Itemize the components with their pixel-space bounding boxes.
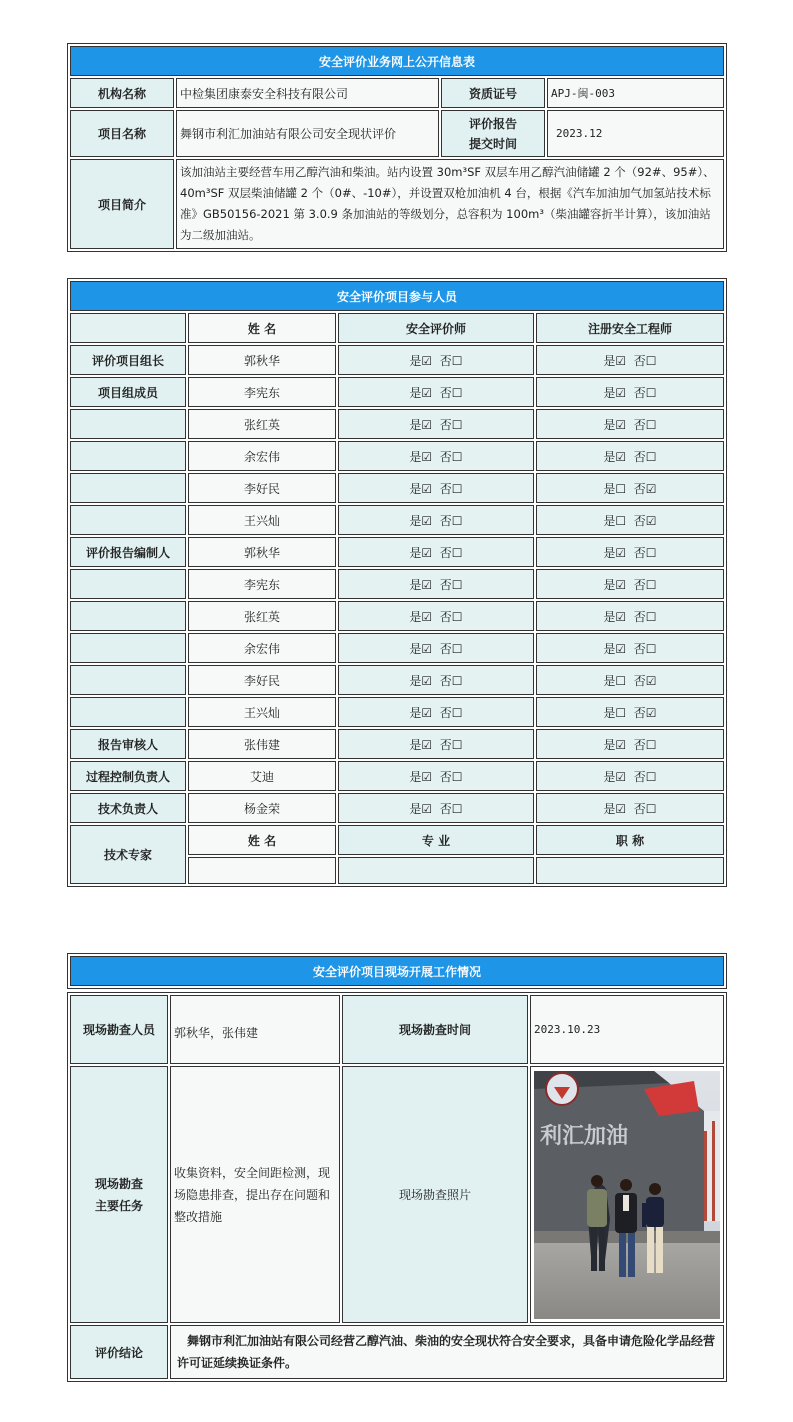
staff-name: 李宪东 bbox=[188, 569, 336, 599]
staff-evaluator-check: 是☑ 否☐ bbox=[338, 601, 534, 631]
staff-evaluator-check: 是☑ 否☐ bbox=[338, 697, 534, 727]
intro-value: 该加油站主要经营车用乙醇汽油和柴油。站内设置 30m³SF 双层车用乙醇汽油储罐 2 个（92#、95#）、40m³SF 双层柴油储罐 2 个（0#、-10#），并设置双枪加油机 4 台，根据《汽车加油加气加氢站技术标准》GB50156-2021 第 3.0.9 条加油站的等级划分，总容积为 100m³（柴油罐容折半计算），该加油站为二级加油站。 bbox=[176, 159, 724, 249]
staff-role bbox=[70, 697, 186, 727]
task-label-line1: 现场勘查 bbox=[94, 1176, 143, 1191]
staff-row bbox=[70, 665, 724, 695]
staff-role bbox=[70, 409, 186, 439]
task-label-line2: 主要任务 bbox=[94, 1198, 143, 1213]
staff-row bbox=[70, 697, 724, 727]
staff-engineer-check: 是☑ 否☐ bbox=[536, 345, 724, 375]
conclusion-value bbox=[170, 1325, 724, 1379]
staff-engineer-check: 是☑ 否☐ bbox=[536, 633, 724, 663]
info-title: 安全评价业务网上公开信息表 bbox=[70, 46, 724, 76]
staff-col-name: 姓 名 bbox=[188, 313, 336, 343]
staff-table bbox=[67, 278, 727, 887]
staff-col-engineer: 注册安全工程师 bbox=[536, 313, 724, 343]
site-title: 安全评价项目现场开展工作情况 bbox=[70, 956, 724, 986]
expert-col-title: 职 称 bbox=[536, 825, 724, 855]
staff-engineer-check: 是☐ 否☑ bbox=[536, 473, 724, 503]
site-table bbox=[67, 953, 727, 989]
staff-evaluator-check: 是☑ 否☐ bbox=[338, 505, 534, 535]
staff-role: 报告审核人 bbox=[70, 729, 186, 759]
staff-engineer-check: 是☑ 否☐ bbox=[536, 441, 724, 471]
staff-engineer-check: 是☑ 否☐ bbox=[536, 409, 724, 439]
staff-row bbox=[70, 505, 724, 535]
photo-cell bbox=[530, 1066, 724, 1323]
date-value: 2023.12 bbox=[547, 110, 724, 157]
time-value: 2023.10.23 bbox=[530, 995, 724, 1064]
staff-evaluator-check: 是☑ 否☐ bbox=[338, 473, 534, 503]
staff-header-blank bbox=[70, 313, 186, 343]
staff-evaluator-check: 是☑ 否☐ bbox=[338, 633, 534, 663]
conclusion-text: 舞钢市利汇加油站有限公司经营乙醇汽油、柴油的安全现状符合安全要求，具备申请危险化学品经营许可证延续换证条件。 bbox=[177, 1334, 716, 1370]
staff-engineer-check: 是☑ 否☐ bbox=[536, 793, 724, 823]
staff-evaluator-check: 是☑ 否☐ bbox=[338, 793, 534, 823]
staff-engineer-check: 是☐ 否☑ bbox=[536, 665, 724, 695]
staff-row bbox=[70, 473, 724, 503]
staff-engineer-check: 是☑ 否☐ bbox=[536, 601, 724, 631]
staff-evaluator-check: 是☑ 否☐ bbox=[338, 729, 534, 759]
staff-row bbox=[70, 729, 724, 759]
expert-col-major: 专 业 bbox=[338, 825, 534, 855]
staff-role: 评价报告编制人 bbox=[70, 537, 186, 567]
staff-row bbox=[70, 537, 724, 567]
staff-role bbox=[70, 441, 186, 471]
project-label: 项目名称 bbox=[70, 110, 174, 157]
site-detail-table bbox=[67, 992, 727, 1382]
date-label-line2: 提交时间 bbox=[468, 136, 517, 151]
staff-name: 张伟建 bbox=[188, 729, 336, 759]
staff-role: 评价项目组长 bbox=[70, 345, 186, 375]
staff-engineer-check: 是☑ 否☐ bbox=[536, 569, 724, 599]
staff-engineer-check: 是☑ 否☐ bbox=[536, 377, 724, 407]
staff-engineer-check: 是☑ 否☐ bbox=[536, 729, 724, 759]
staff-row bbox=[70, 377, 724, 407]
staff-name: 余宏伟 bbox=[188, 633, 336, 663]
staff-engineer-check: 是☐ 否☑ bbox=[536, 697, 724, 727]
intro-label: 项目简介 bbox=[70, 159, 174, 249]
task-label bbox=[70, 1066, 168, 1323]
staff-role: 技术负责人 bbox=[70, 793, 186, 823]
staff-engineer-check: 是☑ 否☐ bbox=[536, 537, 724, 567]
staff-name: 张红英 bbox=[188, 601, 336, 631]
staff-role: 过程控制负责人 bbox=[70, 761, 186, 791]
staff-col-evaluator: 安全评价师 bbox=[338, 313, 534, 343]
expert-major-cell bbox=[338, 857, 534, 884]
conclusion-label: 评价结论 bbox=[70, 1325, 168, 1379]
task-value: 收集资料，安全间距检测，现场隐患排查，提出存在问题和整改措施 bbox=[170, 1066, 340, 1323]
staff-row bbox=[70, 761, 724, 791]
cert-value: APJ-闽-003 bbox=[547, 78, 724, 108]
cert-label: 资质证号 bbox=[441, 78, 545, 108]
staff-row bbox=[70, 409, 724, 439]
staff-evaluator-check: 是☑ 否☐ bbox=[338, 537, 534, 567]
staff-name: 郭秋华 bbox=[188, 345, 336, 375]
staff-role bbox=[70, 569, 186, 599]
staff-row bbox=[70, 569, 724, 599]
staff-name: 艾迪 bbox=[188, 761, 336, 791]
info-table bbox=[67, 43, 727, 252]
staff-role bbox=[70, 601, 186, 631]
staff-role: 项目组成员 bbox=[70, 377, 186, 407]
staff-evaluator-check: 是☑ 否☐ bbox=[338, 441, 534, 471]
date-label-line1: 评价报告 bbox=[468, 116, 517, 131]
date-label bbox=[441, 110, 545, 157]
staff-name: 郭秋华 bbox=[188, 537, 336, 567]
staff-row bbox=[70, 441, 724, 471]
photo-label: 现场勘查照片 bbox=[342, 1066, 528, 1323]
staff-evaluator-check: 是☑ 否☐ bbox=[338, 761, 534, 791]
station-sign-text: 利汇加油 bbox=[540, 1123, 629, 1149]
staff-row bbox=[70, 633, 724, 663]
staff-role bbox=[70, 505, 186, 535]
staff-row bbox=[70, 793, 724, 823]
staff-row bbox=[70, 345, 724, 375]
people-value: 郭秋华，张伟建 bbox=[170, 995, 340, 1064]
staff-name: 杨金荣 bbox=[188, 793, 336, 823]
staff-name: 余宏伟 bbox=[188, 441, 336, 471]
people-label: 现场勘查人员 bbox=[70, 995, 168, 1064]
staff-evaluator-check: 是☑ 否☐ bbox=[338, 665, 534, 695]
staff-evaluator-check: 是☑ 否☐ bbox=[338, 345, 534, 375]
staff-name: 王兴灿 bbox=[188, 505, 336, 535]
staff-name: 李好民 bbox=[188, 665, 336, 695]
staff-evaluator-check: 是☑ 否☐ bbox=[338, 377, 534, 407]
staff-role bbox=[70, 473, 186, 503]
staff-role bbox=[70, 633, 186, 663]
time-label: 现场勘查时间 bbox=[342, 995, 528, 1064]
expert-col-name: 姓 名 bbox=[188, 825, 336, 855]
org-label: 机构名称 bbox=[70, 78, 174, 108]
staff-row bbox=[70, 601, 724, 631]
site-photo bbox=[534, 1071, 720, 1319]
staff-engineer-check: 是☐ 否☑ bbox=[536, 505, 724, 535]
staff-evaluator-check: 是☑ 否☐ bbox=[338, 569, 534, 599]
staff-evaluator-check: 是☑ 否☐ bbox=[338, 409, 534, 439]
staff-name: 李好民 bbox=[188, 473, 336, 503]
project-value: 舞钢市利汇加油站有限公司安全现状评价 bbox=[176, 110, 439, 157]
staff-rows bbox=[70, 345, 724, 823]
staff-role bbox=[70, 665, 186, 695]
expert-title-cell bbox=[536, 857, 724, 884]
staff-name: 李宪东 bbox=[188, 377, 336, 407]
org-value: 中检集团康泰安全科技有限公司 bbox=[176, 78, 439, 108]
staff-name: 张红英 bbox=[188, 409, 336, 439]
expert-label: 技术专家 bbox=[70, 825, 186, 884]
staff-engineer-check: 是☑ 否☐ bbox=[536, 761, 724, 791]
staff-name: 王兴灿 bbox=[188, 697, 336, 727]
expert-name-cell bbox=[188, 857, 336, 884]
staff-title: 安全评价项目参与人员 bbox=[70, 281, 724, 311]
